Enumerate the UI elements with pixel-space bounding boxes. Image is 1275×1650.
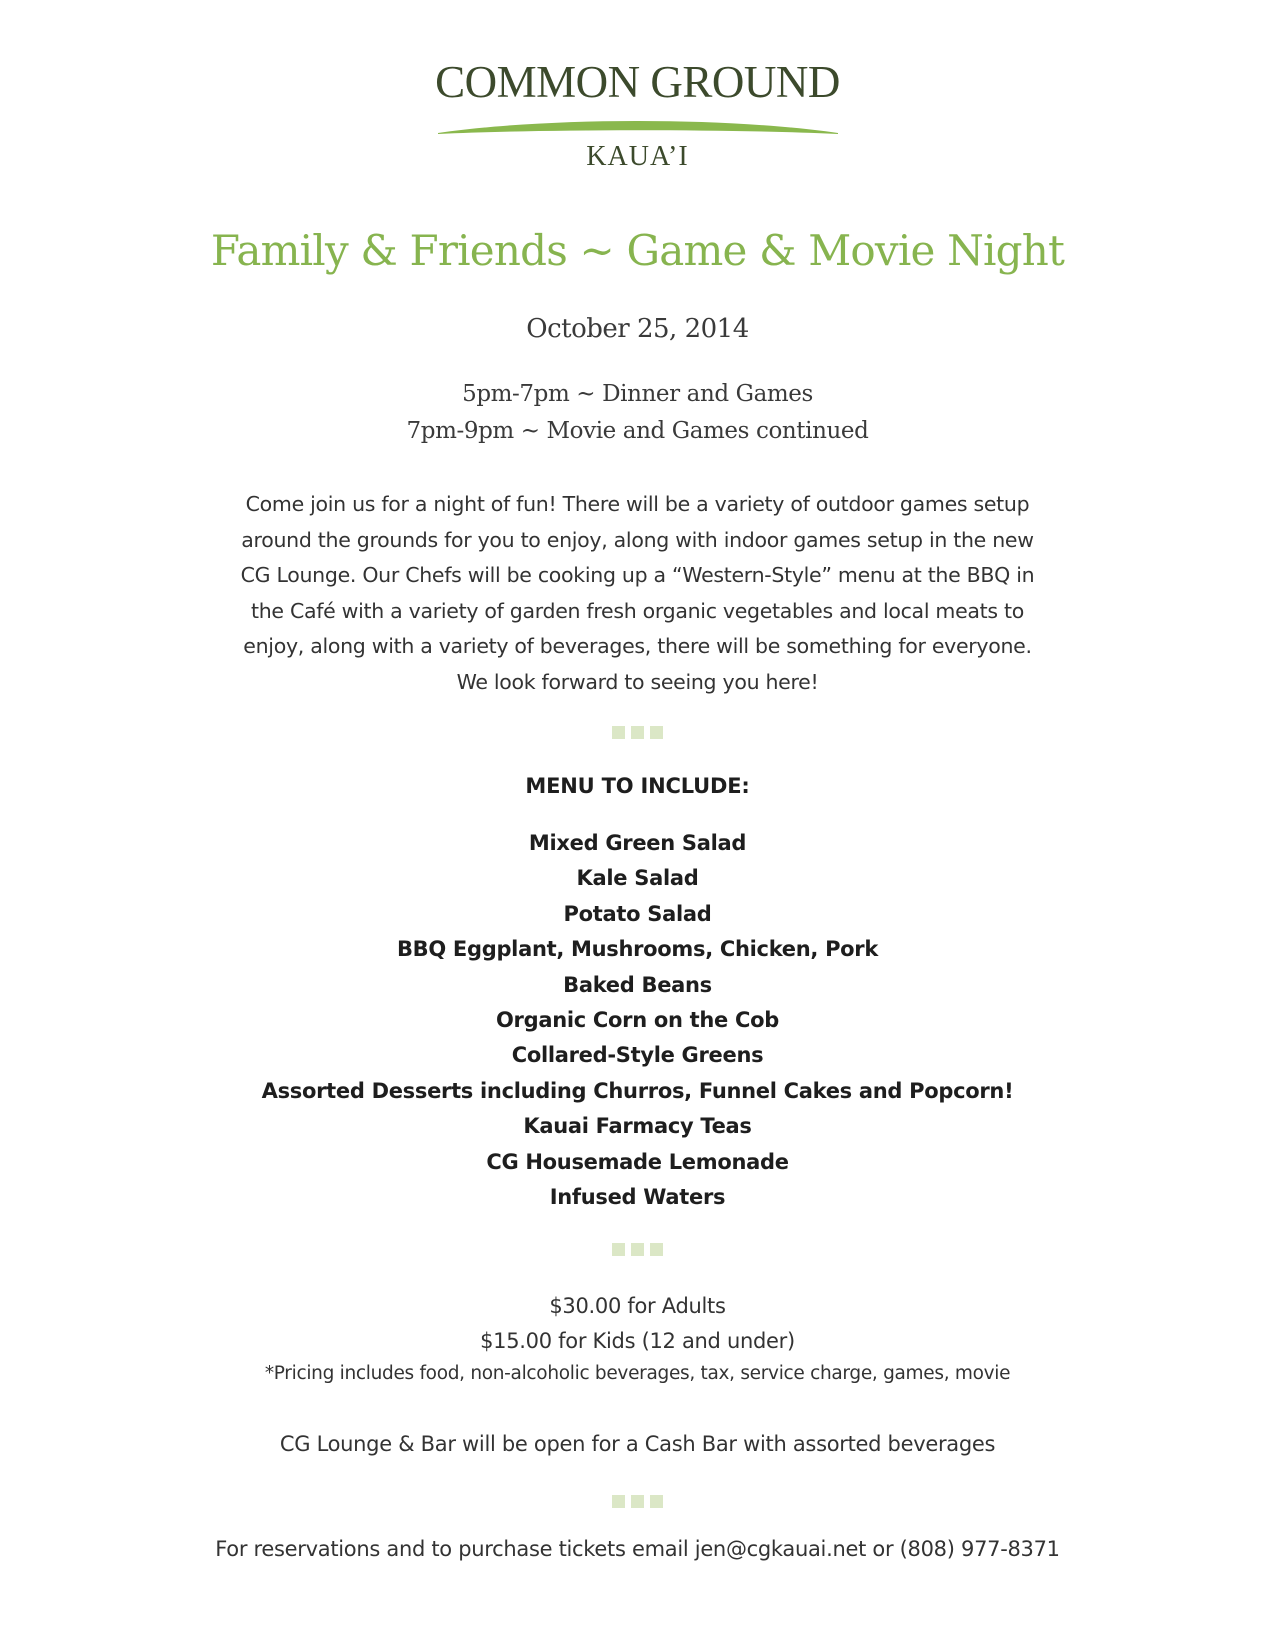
menu-item: Infused Waters <box>549 1185 726 1210</box>
reservations-contact: For reservations and to purchase tickets email jen@cgkauai.net or (808) 977-8371 <box>215 1537 1060 1561</box>
logo-name: COMMON GROUND <box>435 57 840 107</box>
menu-item: Potato Salad <box>563 901 712 926</box>
menu-item: Kale Salad <box>576 866 699 891</box>
schedule-line: 7pm-9pm ~ Movie and Games continued <box>406 418 869 444</box>
section-divider <box>0 1495 1275 1509</box>
description-line: Come join us for a night of fun! There will be a variety of outdoor games setup <box>245 492 1030 516</box>
logo-place: KAUA’I <box>586 141 689 172</box>
menu-heading: MENU TO INCLUDE: <box>525 774 750 798</box>
menu-item: CG Housemade Lemonade <box>486 1149 789 1174</box>
event-title: Family & Friends ~ Game & Movie Night <box>210 226 1065 275</box>
logo-swoosh-icon <box>438 119 838 135</box>
menu-item: Collared-Style Greens <box>511 1043 764 1068</box>
description-line: the Café with a variety of garden fresh organic vegetables and local meats to <box>250 598 1024 623</box>
description-line: We look forward to seeing you here! <box>456 669 819 694</box>
menu-item: BBQ Eggplant, Mushrooms, Chicken, Pork <box>396 937 879 962</box>
event-schedule <box>0 376 1275 450</box>
common-ground-logo <box>0 57 1275 172</box>
description-line: enjoy, along with a variety of beverages, there will be something for everyone. <box>243 634 1032 658</box>
menu-item: Mixed Green Salad <box>528 831 747 855</box>
menu-list <box>0 826 1275 1215</box>
schedule-line: 5pm-7pm ~ Dinner and Games <box>462 381 813 407</box>
menu-item: Kauai Farmacy Teas <box>523 1114 752 1139</box>
price-kids: $15.00 for Kids (12 and under) <box>480 1329 795 1353</box>
description-line: around the grounds for you to enjoy, along with indoor games setup in the new <box>241 527 1034 552</box>
pricing-note: *Pricing includes food, non-alcoholic beverages, tax, service charge, games, movie <box>264 1363 1011 1384</box>
event-description <box>200 487 1075 700</box>
event-date: October 25, 2014 <box>526 314 749 344</box>
cash-bar-note: CG Lounge & Bar will be open for a Cash Bar with assorted beverages <box>279 1432 996 1456</box>
description-line: CG Lounge. Our Chefs will be cooking up a “Western-Style” menu at the BBQ in <box>240 563 1035 587</box>
section-divider <box>0 726 1275 740</box>
menu-item: Baked Beans <box>563 972 712 997</box>
menu-item: Organic Corn on the Cob <box>496 1008 779 1033</box>
price-adults: $30.00 for Adults <box>549 1294 726 1318</box>
section-divider <box>0 1243 1275 1257</box>
pricing <box>0 1289 1275 1359</box>
menu-item: Assorted Desserts including Churros, Funnel Cakes and Popcorn! <box>261 1078 1014 1103</box>
